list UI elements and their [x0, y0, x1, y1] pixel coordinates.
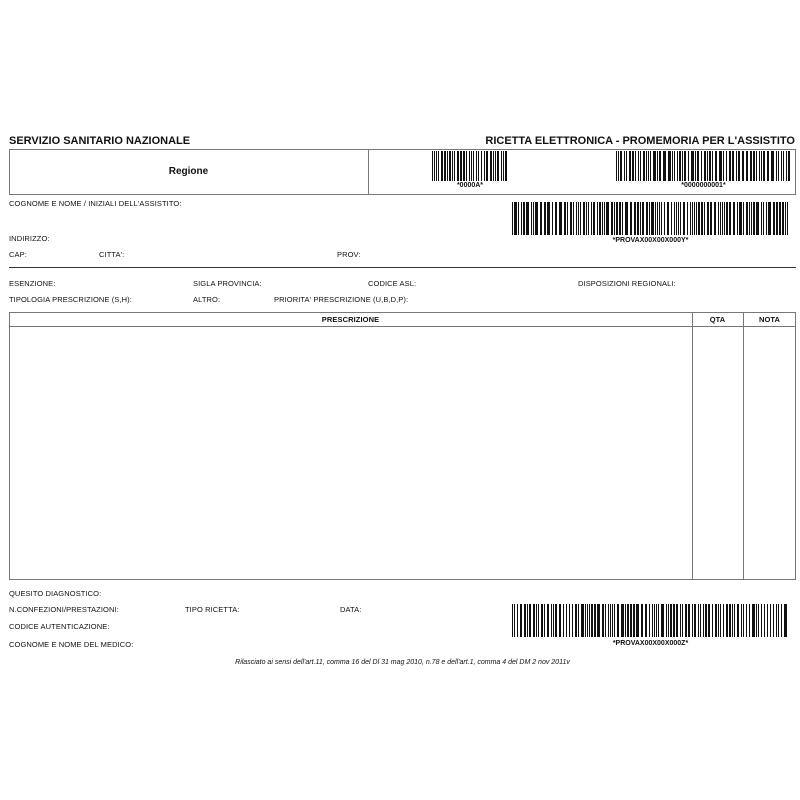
- province-code-label: SIGLA PROVINCIA:: [193, 279, 262, 288]
- auth-code-label: CODICE AUTENTICAZIONE:: [9, 622, 110, 631]
- table-col-divider-2: [743, 312, 744, 580]
- header-left-title: SERVIZIO SANITARIO NAZIONALE: [9, 135, 191, 147]
- separator-line: [9, 267, 796, 268]
- exemption-label: ESENZIONE:: [9, 279, 56, 288]
- priority-label: PRIORITA' PRESCRIZIONE (U,B,D,P):: [274, 295, 409, 304]
- packages-label: N.CONFEZIONI/PRESTAZIONI:: [9, 605, 119, 614]
- prescription-table: [9, 312, 796, 580]
- barcode-1-label: *0000A*: [456, 182, 484, 189]
- barcode-2-label: *0000000001*: [681, 182, 726, 189]
- cap-label: CAP:: [9, 250, 27, 259]
- patient-barcode-label: *PROVAX00X00X000Y*: [612, 237, 689, 244]
- date-label: DATA:: [340, 605, 362, 614]
- diagnosis-label: QUESITO DIAGNOSTICO:: [9, 589, 102, 598]
- table-header-line: [9, 326, 796, 327]
- footer-note: Rilasciato ai sensi dell'art.11, comma 16 del Dl 31 mag 2010, n.78 e dell'art.1, comma 4 del DM 2 nov 2011v: [235, 659, 570, 666]
- doctor-label: COGNOME E NOME DEL MEDICO:: [9, 640, 134, 649]
- col-prescrizione: PRESCRIZIONE: [321, 315, 380, 324]
- table-col-divider-1: [692, 312, 693, 580]
- patient-name-label: COGNOME E NOME / INIZIALI DELL'ASSISTITO:: [9, 199, 182, 208]
- region-label: Regione: [168, 166, 209, 177]
- col-qta: QTA: [709, 315, 726, 324]
- prescription-type-label: TIPOLOGIA PRESCRIZIONE (S,H):: [9, 295, 132, 304]
- doctor-barcode-label: *PROVAX00X00X000Z*: [612, 640, 689, 647]
- barcode-1: [432, 151, 508, 181]
- col-nota: NOTA: [758, 315, 781, 324]
- header-right-title: RICETTA ELETTRONICA - PROMEMORIA PER L'ASSISTITO: [485, 135, 795, 147]
- prov-label: PROV:: [337, 250, 361, 259]
- barcode-2: [616, 151, 791, 181]
- doctor-barcode: [512, 604, 789, 637]
- city-label: CITTA':: [99, 250, 125, 259]
- asl-code-label: CODICE ASL:: [368, 279, 417, 288]
- recipe-type-label: TIPO RICETTA:: [185, 605, 240, 614]
- address-label: INDIRIZZO:: [9, 234, 50, 243]
- header-divider: [368, 149, 369, 195]
- patient-barcode: [512, 202, 789, 235]
- other-label: ALTRO:: [193, 295, 221, 304]
- regional-label: DISPOSIZIONI REGIONALI:: [578, 279, 676, 288]
